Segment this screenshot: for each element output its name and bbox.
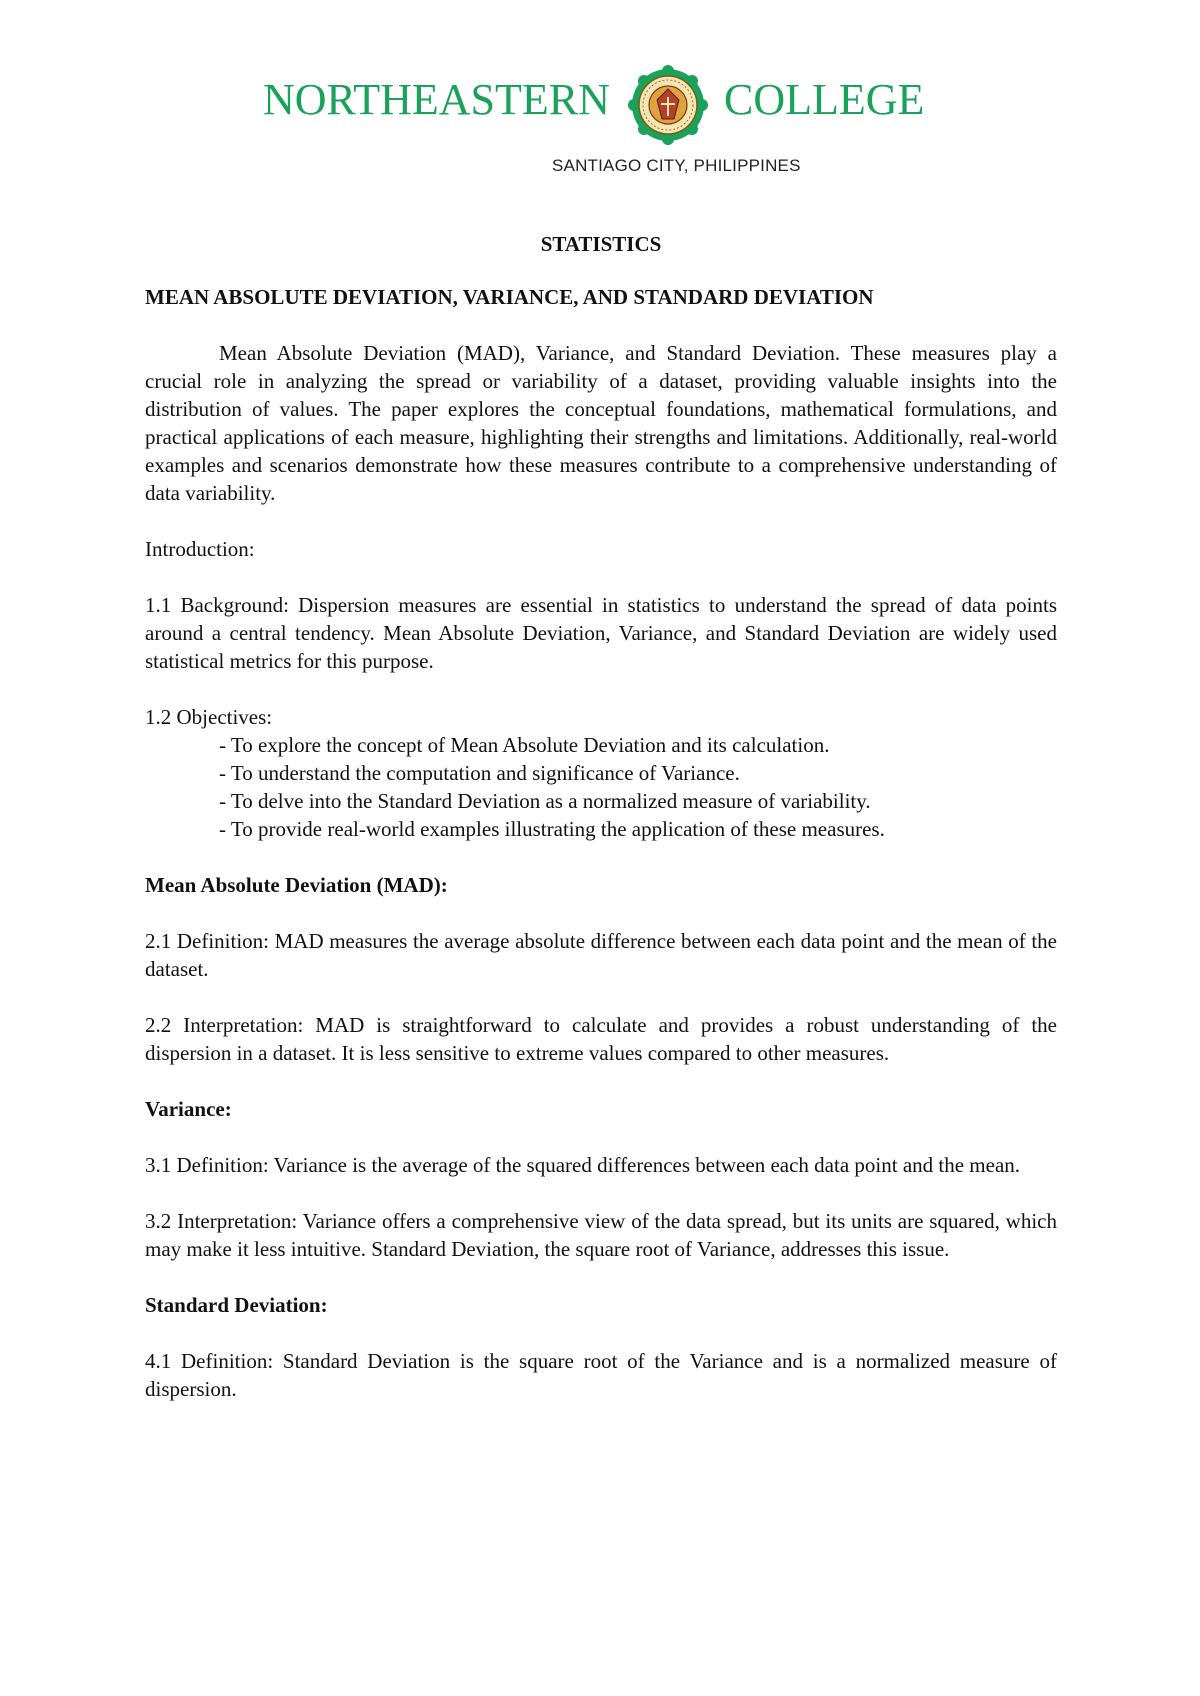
sd-heading: Standard Deviation:	[145, 1293, 328, 1317]
mad-interpretation: 2.2 Interpretation: MAD is straightforward to calculate and provides a robust understanding of the dispersion in a dataset. It is less sensitive to extreme values compared to other measures.	[145, 1013, 1057, 1065]
letterhead	[0, 64, 1200, 214]
list-item: - To provide real-world examples illustrating the application of these measures.	[219, 817, 885, 841]
objectives-list	[219, 731, 1057, 843]
college-name-left: NORTHEASTERN	[263, 75, 610, 124]
college-location: SANTIAGO CITY, PHILIPPINES	[552, 156, 801, 175]
college-name-right: COLLEGE	[724, 75, 925, 124]
document-body	[145, 230, 1057, 1431]
list-item: - To understand the computation and significance of Variance.	[219, 761, 740, 785]
mad-definition: 2.1 Definition: MAD measures the average absolute difference between each data point and the mean of the dataset.	[145, 929, 1057, 981]
sd-definition: 4.1 Definition: Standard Deviation is the square root of the Variance and is a normalized measure of dispersion.	[145, 1349, 1057, 1401]
objectives-label: 1.2 Objectives:	[145, 705, 273, 729]
document-heading: MEAN ABSOLUTE DEVIATION, VARIANCE, AND STANDARD DEVIATION	[145, 285, 874, 309]
document-title: STATISTICS	[540, 232, 662, 256]
mad-heading: Mean Absolute Deviation (MAD):	[145, 873, 448, 897]
college-seal-icon	[627, 64, 709, 146]
background-paragraph: 1.1 Background: Dispersion measures are essential in statistics to understand the spread of data points around a central tendency. Mean Absolute Deviation, Variance, and Standard Deviation are widely used statistical metrics for this purpose.	[145, 593, 1057, 673]
variance-definition: 3.1 Definition: Variance is the average of the squared differences between each data point and the mean.	[145, 1153, 1021, 1177]
list-item: - To delve into the Standard Deviation as a normalized measure of variability.	[219, 789, 871, 813]
introduction-label: Introduction:	[145, 537, 255, 561]
variance-heading: Variance:	[145, 1097, 232, 1121]
college-name-row	[0, 64, 1200, 144]
variance-interpretation: 3.2 Interpretation: Variance offers a comprehensive view of the data spread, but its units are squared, which may make it less intuitive. Standard Deviation, the square root of Variance, addresses this issue.	[145, 1209, 1057, 1261]
abstract-paragraph: Mean Absolute Deviation (MAD), Variance, and Standard Deviation. These measures play a crucial role in analyzing the spread or variability of a dataset, providing valuable insights into the distribution of values. The paper explores the conceptual foundations, mathematical formulations, and practical applications of each measure, highlighting their strengths and limitations. Additionally, real-world examples and scenarios demonstrate how these measures contribute to a comprehensive understanding of data variability.	[145, 341, 1057, 505]
list-item: - To explore the concept of Mean Absolute Deviation and its calculation.	[219, 733, 830, 757]
